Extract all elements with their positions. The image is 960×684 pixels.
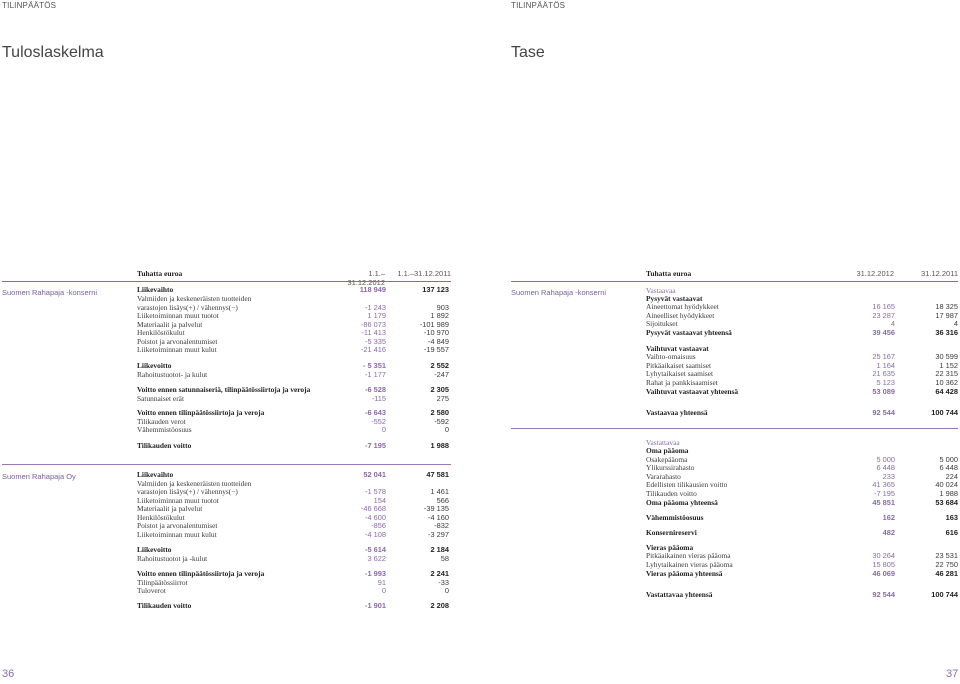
parent-entity-label: Suomen Rahapaja Oy [2, 472, 76, 481]
row-value-current: -5 614 [365, 545, 386, 554]
row-value-current: 30 264 [872, 551, 895, 560]
income-table-header [137, 269, 451, 287]
table-row [646, 529, 958, 538]
row-value-current: -1 578 [365, 487, 386, 496]
row-value-current: 92 544 [872, 408, 895, 417]
row-value-current: 1 179 [367, 311, 386, 320]
row-value-previous: 566 [436, 496, 449, 505]
row-label: Tilinpäätössiirrot [137, 578, 188, 587]
row-value-current: 4 [890, 319, 895, 328]
row-value-previous: -19 557 [423, 345, 449, 354]
row-value-current: 45 851 [872, 498, 895, 507]
left-running-header: TILINPÄÄTÖS [2, 1, 57, 10]
row-label: Osakepääoma [646, 455, 688, 464]
income-header-rule [2, 281, 451, 282]
row-value-current: -1 243 [365, 303, 386, 312]
row-label: Oma pääoma yhteensä [646, 498, 718, 507]
row-value-previous: 1 988 [430, 441, 449, 450]
row-value-current: -552 [371, 417, 386, 426]
row-value-current: 23 287 [872, 311, 895, 320]
row-label: Aineettomat hyödykkeet [646, 302, 719, 311]
row-label: varastojen lisäys(+) / vähennys(−) [137, 303, 238, 312]
group-entity-label: Suomen Rahapaja -konserni [2, 288, 98, 297]
row-value-previous: 0 [444, 425, 449, 434]
row-label: Poistot ja arvonalentumiset [137, 521, 218, 530]
row-label: Lyhytaikaiset saamiset [646, 369, 714, 378]
row-value-previous: 224 [945, 472, 958, 481]
row-value-current: 46 069 [872, 569, 895, 578]
row-label: Voitto ennen satunnaiseriä, tilinpäätössiirtoja ja veroja [137, 385, 311, 394]
row-value-previous: -832 [434, 521, 449, 530]
table-row [646, 409, 958, 418]
row-label: Liiketoiminnan muut tuotot [137, 311, 219, 320]
table-row [137, 346, 451, 355]
row-value-current: 92 544 [872, 590, 895, 599]
table-row [646, 388, 958, 397]
right-running-header: TILINPÄÄTÖS [511, 1, 566, 10]
row-value-current: -4 108 [365, 530, 386, 539]
row-label: Tuloverot [137, 586, 166, 595]
row-label: Liiketoiminnan muut kulut [137, 345, 217, 354]
row-value-current: 39 456 [872, 328, 895, 337]
row-label: Ylikurssirahasto [646, 463, 695, 472]
left-page-number: 36 [2, 668, 15, 680]
row-label: Liikevaihto [137, 285, 174, 294]
row-value-previous: 64 428 [935, 387, 958, 396]
row-value-previous: -3 297 [428, 530, 449, 539]
row-label: Vaihtuvat vastaavat [646, 344, 709, 353]
row-value-current: 6 448 [876, 463, 895, 472]
balance-currency-label: Tuhatta euroa [646, 269, 692, 278]
row-label: Tilikauden voitto [137, 601, 192, 610]
row-label: Vieras pääoma [646, 543, 694, 552]
row-value-current: 482 [882, 528, 895, 537]
row-label: Materiaalit ja palvelut [137, 320, 203, 329]
row-label: Vararahasto [646, 472, 681, 481]
row-label: Tilikauden voitto [137, 441, 192, 450]
row-value-current: 25 167 [872, 352, 895, 361]
row-label: Vastaavaa yhteensä [646, 408, 708, 417]
row-value-current: 0 [381, 425, 386, 434]
row-value-current: -7 195 [365, 441, 386, 450]
row-label: Lyhytaikainen vieras pääoma [646, 560, 733, 569]
row-value-previous: 163 [945, 513, 958, 522]
row-value-previous: -247 [434, 370, 449, 379]
row-label: Konsernireservi [646, 528, 697, 537]
row-value-current: -7 195 [874, 489, 895, 498]
table-row [646, 447, 958, 456]
row-value-previous: -4 849 [428, 337, 449, 346]
row-value-current: 53 089 [872, 387, 895, 396]
row-value-previous: 100 744 [931, 408, 958, 417]
row-label: Liiketoiminnan muut tuotot [137, 496, 219, 505]
row-value-previous: -4 160 [428, 513, 449, 522]
row-value-previous: 137 123 [422, 285, 449, 294]
row-value-previous: 36 316 [935, 328, 958, 337]
row-label: Vieras pääoma yhteensä [646, 569, 723, 578]
row-value-previous: 47 581 [426, 470, 449, 479]
table-row [137, 531, 451, 540]
row-value-previous: -33 [438, 578, 449, 587]
row-label: Rahoitustuotot- ja kulut [137, 370, 208, 379]
row-value-previous: 30 599 [935, 352, 958, 361]
row-label: Liikevoitto [137, 361, 172, 370]
table-row [646, 464, 958, 473]
row-value-current: 233 [882, 472, 895, 481]
row-label: Materiaalit ja palvelut [137, 504, 203, 513]
row-value-previous: 2 241 [430, 569, 449, 578]
row-label: Edellisten tilikausien voitto [646, 480, 728, 489]
row-value-current: -86 073 [360, 320, 386, 329]
row-label: Vastattavaa yhteensä [646, 590, 713, 599]
table-row [646, 329, 958, 338]
balance-col1-heading: 31.12.2012 [856, 269, 894, 278]
row-value-previous: 2 552 [430, 361, 449, 370]
row-value-current: 5 123 [876, 378, 895, 387]
row-value-current: -21 416 [360, 345, 386, 354]
row-value-current: -6 643 [365, 408, 386, 417]
row-value-current: 154 [373, 496, 386, 505]
row-label: Valmiiden ja keskeneräisten tuotteiden [137, 294, 252, 303]
row-value-current: -4 600 [365, 513, 386, 522]
row-value-previous: 2 208 [430, 601, 449, 610]
right-page-title: Tase [511, 44, 545, 61]
table-row [646, 591, 958, 600]
row-value-previous: 58 [440, 554, 449, 563]
row-value-previous: 22 750 [935, 560, 958, 569]
row-value-previous: 4 [953, 319, 958, 328]
row-value-current: -115 [371, 394, 386, 403]
table-row [137, 587, 451, 596]
row-value-previous: 5 000 [939, 455, 958, 464]
row-label: Rahoitustuotot ja -kulut [137, 554, 208, 563]
balance-table-header [646, 269, 958, 279]
row-value-previous: 100 744 [931, 590, 958, 599]
table-row [137, 395, 451, 404]
assets-title: Vastaavaa [646, 286, 676, 295]
row-value-previous: -101 989 [419, 320, 449, 329]
row-value-current: 21 635 [872, 369, 895, 378]
row-value-previous: 6 448 [939, 463, 958, 472]
table-row [137, 602, 451, 611]
row-value-current: 3 622 [367, 554, 386, 563]
row-label: Tilikauden voitto [646, 489, 697, 498]
row-label: Vähemmistöosuus [646, 513, 704, 522]
row-value-current: -1 177 [365, 370, 386, 379]
row-value-current: - 5 351 [362, 361, 386, 370]
row-value-previous: 22 315 [935, 369, 958, 378]
row-label: Valmiiden ja keskeneräisten tuotteiden [137, 479, 252, 488]
row-label: Pitkäaikaiset saamiset [646, 361, 712, 370]
row-value-current: -11 413 [361, 328, 386, 337]
liabilities-title: Vastattavaa [646, 438, 680, 447]
row-label: Sijoitukset [646, 319, 678, 328]
row-value-previous: 1 152 [939, 361, 958, 370]
row-label: Liikevaihto [137, 470, 174, 479]
row-value-current: 91 [377, 578, 386, 587]
left-page-title: Tuloslaskelma [2, 44, 104, 61]
table-row [646, 514, 958, 523]
table-row [137, 442, 451, 451]
row-value-current: 162 [882, 513, 895, 522]
row-label: Oma pääoma [646, 446, 689, 455]
row-value-current: -1 901 [365, 601, 386, 610]
row-value-previous: 46 281 [935, 569, 958, 578]
table-row [137, 371, 451, 380]
row-value-previous: 2 184 [430, 545, 449, 554]
table-row [137, 555, 451, 564]
row-value-current: -5 335 [365, 337, 386, 346]
row-value-previous: 23 531 [935, 551, 958, 560]
row-value-current: 0 [381, 586, 386, 595]
row-value-previous: 616 [945, 528, 958, 537]
income-col1-heading: 1.1.–31.12.2012 [347, 269, 385, 287]
table-row [137, 426, 451, 435]
table-row [646, 570, 958, 579]
row-value-previous: 17 987 [935, 311, 958, 320]
row-value-previous: 10 362 [935, 378, 958, 387]
row-value-current: -856 [371, 521, 386, 530]
row-value-previous: 18 325 [935, 302, 958, 311]
row-value-previous: 275 [436, 394, 449, 403]
row-value-previous: -39 135 [423, 504, 449, 513]
row-value-current: -1 993 [365, 569, 386, 578]
row-value-previous: -592 [434, 417, 449, 426]
row-label: Liikevoitto [137, 545, 172, 554]
row-label: Voitto ennen tilinpäätössiirtoja ja veroja [137, 569, 265, 578]
row-value-previous: 2 305 [430, 385, 449, 394]
row-value-previous: -10 970 [423, 328, 449, 337]
income-entity-divider [2, 464, 451, 465]
row-label: Henkilöstökulut [137, 513, 185, 522]
row-value-previous: 53 684 [935, 498, 958, 507]
row-value-current: 5 000 [876, 455, 895, 464]
table-row [646, 499, 958, 508]
row-value-previous: 0 [444, 586, 449, 595]
row-label: Henkilöstökulut [137, 328, 185, 337]
row-label: Vähemmistöosuus [137, 425, 192, 434]
row-value-current: 118 949 [359, 285, 386, 294]
row-value-current: 16 165 [872, 302, 895, 311]
row-value-previous: 1 988 [939, 489, 958, 498]
row-label: Pysyvät vastaavat yhteensä [646, 328, 732, 337]
row-label: Vaihto-omaisuus [646, 352, 696, 361]
row-label: Pitkäaikainen vieras pääoma [646, 551, 731, 560]
balance-entity-label: Suomen Rahapaja -konserni [511, 288, 607, 297]
row-value-previous: 2 580 [430, 408, 449, 417]
row-label: Pysyvät vastaavat [646, 294, 703, 303]
row-value-current: 1 164 [876, 361, 895, 370]
row-value-current: -46 668 [360, 504, 386, 513]
row-label: varastojen lisäys(+) / vähennys(−) [137, 487, 238, 496]
row-label: Aineelliset hyödykkeet [646, 311, 715, 320]
row-label: Voitto ennen tilinpäätössiirtoja ja veroja [137, 408, 265, 417]
income-currency-label: Tuhatta euroa [137, 269, 183, 278]
row-label: Liiketoiminnan muut kulut [137, 530, 217, 539]
row-value-previous: 40 024 [935, 480, 958, 489]
row-value-previous: 903 [436, 303, 449, 312]
balance-header-rule [511, 281, 958, 282]
row-value-current: 52 041 [363, 470, 386, 479]
row-label: Satunnaiset erät [137, 394, 184, 403]
row-value-previous: 1 892 [430, 311, 449, 320]
row-value-current: -6 528 [365, 385, 386, 394]
assets-divider [511, 428, 958, 429]
row-value-current: 15 805 [872, 560, 895, 569]
row-value-previous: 1 461 [430, 487, 449, 496]
row-value-current: 41 365 [872, 480, 895, 489]
row-label: Tilikauden verot [137, 417, 186, 426]
table-row [137, 386, 451, 395]
balance-col2-heading: 31.12.2011 [921, 269, 958, 278]
right-page-number: 37 [946, 668, 959, 680]
row-label: Rahat ja pankkisaamiset [646, 378, 718, 387]
row-label: Poistot ja arvonalentumiset [137, 337, 218, 346]
row-label: Vaihtuvat vastaavat yhteensä [646, 387, 739, 396]
income-col2-heading: 1.1.–31.12.2011 [397, 269, 451, 278]
